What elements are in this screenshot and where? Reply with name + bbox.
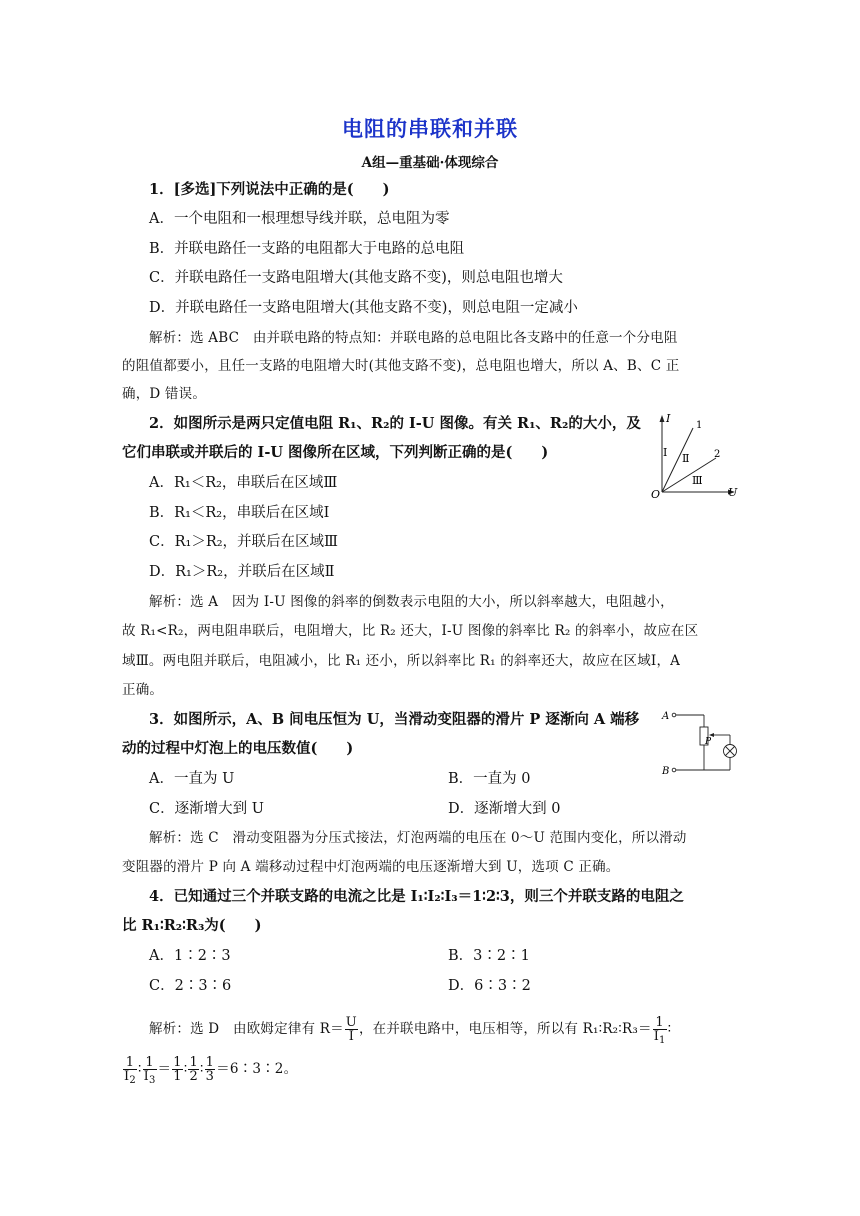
section-subtitle: A组—重基础·体现综合 <box>361 155 499 171</box>
q1-option-c: C．并联电路任一支路电阻增大(其他支路不变)，则总电阻也增大 <box>149 270 563 286</box>
graph-region-1: Ⅰ <box>663 446 668 459</box>
circuit-figure <box>660 704 746 778</box>
fraction-u-over-i: $\frac{U}{I}$ <box>345 1015 357 1044</box>
q2-stem-line-1: 2．如图所示是两只定值电阻 R₁、R₂的 I-U 图像。有关 R₁、R₂的大小，及 <box>149 415 641 432</box>
q2-option-a: A．R₁＜R₂，串联后在区域Ⅲ <box>149 475 338 491</box>
page-title: 电阻的串联和并联 <box>342 116 518 141</box>
q3-answer-line-2: 变阻器的滑片 P 向 A 端移动过程中灯泡两端的电压逐渐增大到 U，选项 C 正确。 <box>122 859 620 875</box>
fraction-1-over-i2: $\frac{1}{I_2}$ <box>124 1055 136 1086</box>
q1-option-a: A．一个电阻和一根理想导线并联，总电阻为零 <box>149 211 450 227</box>
graph-region-2: Ⅱ <box>682 452 690 465</box>
q4-answer-text-b: ，在并联电路中，电压相等，所以有 R₁∶R₂∶R₃＝ <box>358 1021 652 1037</box>
q4-option-a: A．1∶2∶3 <box>149 948 231 964</box>
q4-option-c: C．2∶3∶6 <box>149 978 232 994</box>
q3-option-c: C．逐渐增大到 U <box>149 801 264 817</box>
q3-answer-line-1: 解析：选 C 滑动变阻器为分压式接法，灯泡两端的电压在 0～U 范围内变化，所以滑动 <box>149 830 687 846</box>
fraction-1-over-1: $\frac{1}{1}$ <box>173 1055 182 1084</box>
q2-option-b: B．R₁＜R₂，串联后在区域Ⅰ <box>149 505 330 521</box>
q4-answer-line-1: 解析：选 D 由欧姆定律有 R＝ $\frac{U}{I}$ ，在并联电路中，电压相等，所以有 R₁∶R₂∶R₃＝ $\frac{1}{I_1}$ ∶ <box>149 1015 672 1046</box>
q2-answer-line-4: 正确。 <box>122 682 164 698</box>
q1-answer-line-1: 解析：选 ABC 由并联电路的特点知：并联电路的总电阻比各支路中的任意一个分电阻 <box>149 330 678 346</box>
q1-stem: 1．[多选]下列说法中正确的是( ) <box>149 181 390 198</box>
lamp-icon <box>724 745 737 758</box>
q3-stem-line-2: 动的过程中灯泡上的电压数值( ) <box>122 740 354 757</box>
q3-option-d: D．逐渐增大到 0 <box>448 801 561 817</box>
q4-option-d: D．6∶3∶2 <box>448 978 531 994</box>
fraction-1-over-2: $\frac{1}{2}$ <box>189 1055 198 1084</box>
q3-option-a: A．一直为 U <box>149 771 235 787</box>
q4-answer-result: ＝6∶3∶2。 <box>216 1061 298 1077</box>
fraction-1-over-i3: $\frac{1}{I_3}$ <box>143 1055 156 1086</box>
graph-line-1-label: 1 <box>696 420 703 431</box>
graph-line-2-label: 2 <box>714 449 721 460</box>
graph-axis-u: U <box>728 486 738 499</box>
q1-answer-line-2: 的阻值都要小，且任一支路的电阻增大时(其他支路不变)，总电阻也增大，所以 A、B、C 正 <box>122 358 680 374</box>
q2-answer-line-2: 故 R₁<R₂，两电阻串联后，电阻增大，比 R₂ 还大，I-U 图像的斜率比 R₂ 的斜率小，故应在区 <box>122 623 699 639</box>
circuit-terminal-a: A <box>662 711 670 722</box>
fraction-1-over-i1: $\frac{1}{I_1}$ <box>653 1015 666 1046</box>
q1-option-b: B．并联电路任一支路的电阻都大于电路的总电阻 <box>149 241 465 257</box>
q1-option-d: D．并联电路任一支路电阻增大(其他支路不变)，则总电阻一定减小 <box>149 300 578 316</box>
graph-axis-i: I <box>666 412 671 425</box>
q2-answer-line-3: 域Ⅲ。两电阻并联后，电阻减小，比 R₁ 还小，所以斜率比 R₁ 的斜率还大，故应在区域Ⅰ，A <box>122 653 681 669</box>
q2-stem-line-2: 它们串联或并联后的 I-U 图像所在区域，下列判断正确的是( ) <box>122 444 549 461</box>
circuit-terminal-b: B <box>662 766 670 777</box>
q4-answer-line-2: $\frac{1}{I_2}$ ∶ $\frac{1}{I_3}$ ＝ $\frac{1}{1}$ ∶ $\frac{1}{2}$ ∶ $\frac{1}{3}$ ＝6∶3∶2。 <box>124 1055 298 1086</box>
fraction-1-over-3: $\frac{1}{3}$ <box>205 1055 215 1084</box>
q3-stem-line-1: 3．如图所示，A、B 间电压恒为 U，当滑动变阻器的滑片 P 逐渐向 A 端移 <box>149 711 640 728</box>
q1-answer-line-3: 确，D 错误。 <box>122 386 207 402</box>
q4-stem-line-1: 4．已知通过三个并联支路的电流之比是 I₁∶I₂∶I₃＝1∶2∶3，则三个并联支路的电阻之 <box>149 888 684 905</box>
graph-origin: O <box>651 488 661 501</box>
iu-graph-figure <box>648 412 744 502</box>
q2-option-d: D．R₁＞R₂，并联后在区域Ⅱ <box>149 564 335 580</box>
q4-option-b: B．3∶2∶1 <box>448 948 530 964</box>
q4-stem-line-2: 比 R₁∶R₂∶R₃为( ) <box>122 917 262 934</box>
q2-answer-line-1: 解析：选 A 因为 I-U 图像的斜率的倒数表示电阻的大小，所以斜率越大，电阻越小， <box>149 594 674 610</box>
q4-answer-text-a: 解析：选 D 由欧姆定律有 R＝ <box>149 1021 344 1037</box>
q3-option-b: B．一直为 0 <box>448 771 531 787</box>
graph-region-3: Ⅲ <box>692 474 703 487</box>
q2-option-c: C．R₁＞R₂，并联后在区域Ⅲ <box>149 534 339 550</box>
circuit-slider-p: P <box>705 737 712 747</box>
